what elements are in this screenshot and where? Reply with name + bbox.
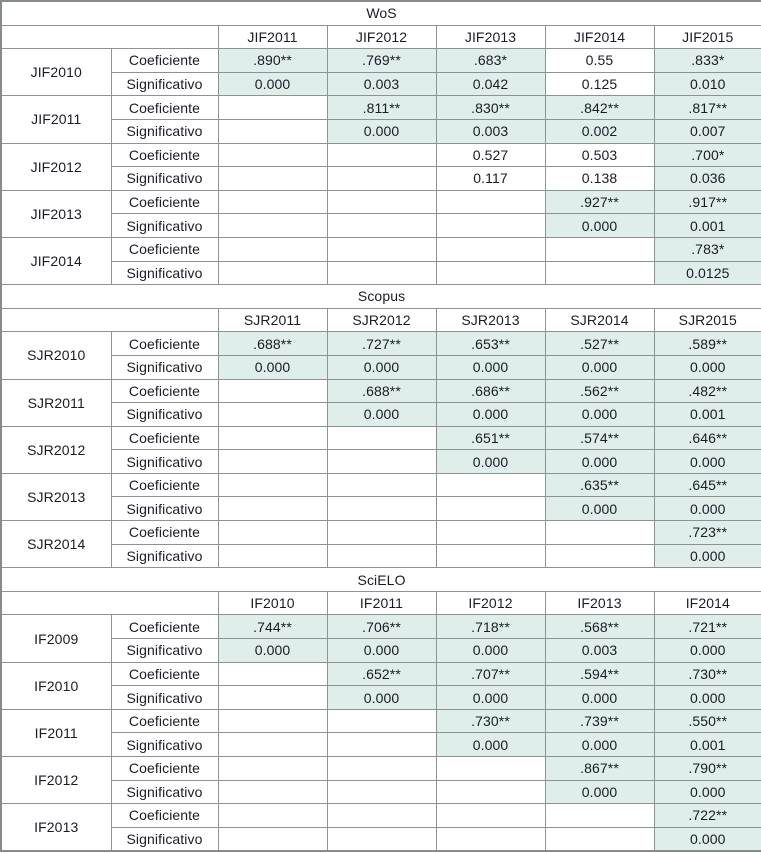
sig-cell: 0.000 [654,639,761,663]
significativo-label: Significativo [111,261,218,285]
coef-cell: .594** [545,662,654,686]
coef-cell [327,143,436,167]
sig-cell [545,544,654,568]
row-label: JIF2011 [1,96,111,143]
coef-cell [218,379,327,403]
section-title: WoS [1,1,761,25]
column-header: IF2010 [218,591,327,615]
coeficiente-label: Coeficiente [111,709,218,733]
column-header: JIF2014 [545,25,654,49]
coef-cell: .830** [436,96,545,120]
sig-cell: 0.000 [327,403,436,427]
coef-cell [218,757,327,781]
coef-cell: .917** [654,190,761,214]
sig-cell: 0.000 [654,450,761,474]
column-header-spacer [1,308,218,332]
coef-cell: .686** [436,379,545,403]
significativo-label: Significativo [111,355,218,379]
coef-cell [436,190,545,214]
sig-cell: 0.000 [218,355,327,379]
coef-cell [436,757,545,781]
sig-cell [218,119,327,143]
row-label: IF2010 [1,662,111,709]
sig-cell [218,214,327,238]
coef-cell [218,804,327,828]
coef-cell [436,804,545,828]
sig-cell [327,544,436,568]
sig-cell [436,827,545,851]
coef-cell: .811** [327,96,436,120]
coef-cell [327,757,436,781]
coeficiente-label: Coeficiente [111,143,218,167]
coeficiente-label: Coeficiente [111,757,218,781]
sig-cell: 0.003 [545,639,654,663]
significativo-label: Significativo [111,639,218,663]
sig-cell: 0.000 [436,686,545,710]
row-label: JIF2012 [1,143,111,190]
column-header: SJR2013 [436,308,545,332]
sig-cell [436,497,545,521]
significativo-label: Significativo [111,450,218,474]
coeficiente-label: Coeficiente [111,379,218,403]
sig-cell: 0.003 [436,119,545,143]
coef-cell: .646** [654,426,761,450]
sig-cell: 0.000 [545,780,654,804]
row-label: IF2013 [1,804,111,852]
sig-cell: 0.001 [654,214,761,238]
sig-cell: 0.125 [545,72,654,96]
coef-cell [545,237,654,261]
sig-cell: 0.000 [545,686,654,710]
coef-cell [218,662,327,686]
coef-cell [218,473,327,497]
sig-cell [218,497,327,521]
sig-cell [545,827,654,851]
column-header: IF2012 [436,591,545,615]
coef-cell: .817** [654,96,761,120]
sig-cell [218,450,327,474]
coeficiente-label: Coeficiente [111,96,218,120]
coef-cell: .635** [545,473,654,497]
sig-cell: 0.000 [218,639,327,663]
coef-cell: .562** [545,379,654,403]
column-header: IF2011 [327,591,436,615]
column-header: JIF2013 [436,25,545,49]
sig-cell [327,780,436,804]
coeficiente-label: Coeficiente [111,426,218,450]
significativo-label: Significativo [111,544,218,568]
row-label: SJR2010 [1,332,111,379]
coef-cell: .783* [654,237,761,261]
coeficiente-label: Coeficiente [111,521,218,545]
sig-cell [327,214,436,238]
coef-cell: .652** [327,662,436,686]
coef-cell: .645** [654,473,761,497]
coef-cell: .744** [218,615,327,639]
coef-cell: .574** [545,426,654,450]
coef-cell [327,190,436,214]
row-label: SJR2014 [1,521,111,568]
significativo-label: Significativo [111,119,218,143]
significativo-label: Significativo [111,497,218,521]
significativo-label: Significativo [111,214,218,238]
row-label: IF2011 [1,709,111,756]
sig-cell: 0.000 [327,639,436,663]
coef-cell: .482** [654,379,761,403]
coef-cell [218,426,327,450]
sig-cell [218,733,327,757]
sig-cell: 0.000 [545,355,654,379]
sig-cell: 0.000 [545,450,654,474]
coef-cell: .730** [654,662,761,686]
coef-cell: .722** [654,804,761,828]
coef-cell [327,804,436,828]
sig-cell: 0.007 [654,119,761,143]
coef-cell: .867** [545,757,654,781]
row-label: SJR2012 [1,426,111,473]
coef-cell [327,473,436,497]
coef-cell: .833* [654,49,761,73]
coef-cell [545,521,654,545]
coef-cell: .790** [654,757,761,781]
column-header: IF2014 [654,591,761,615]
sig-cell: 0.000 [654,827,761,851]
coef-cell: .727** [327,332,436,356]
coeficiente-label: Coeficiente [111,804,218,828]
significativo-label: Significativo [111,733,218,757]
coef-cell [327,709,436,733]
coeficiente-label: Coeficiente [111,473,218,497]
coeficiente-label: Coeficiente [111,49,218,73]
sig-cell: 0.000 [327,119,436,143]
significativo-label: Significativo [111,686,218,710]
section-title: Scopus [1,285,761,309]
coef-cell [218,521,327,545]
coef-cell: .718** [436,615,545,639]
sig-cell: 0.000 [436,450,545,474]
column-header: IF2013 [545,591,654,615]
column-header: SJR2011 [218,308,327,332]
column-header-spacer [1,25,218,49]
significativo-label: Significativo [111,403,218,427]
column-header: SJR2012 [327,308,436,332]
coeficiente-label: Coeficiente [111,332,218,356]
sig-cell: 0.000 [545,497,654,521]
sig-cell: 0.036 [654,167,761,191]
coef-cell: .890** [218,49,327,73]
sig-cell [436,780,545,804]
coef-cell [327,521,436,545]
coef-cell: .769** [327,49,436,73]
coef-cell [327,237,436,261]
sig-cell: 0.003 [327,72,436,96]
coef-cell [545,804,654,828]
column-header: JIF2011 [218,25,327,49]
row-label: IF2009 [1,615,111,662]
coeficiente-label: Coeficiente [111,662,218,686]
sig-cell: 0.000 [654,544,761,568]
sig-cell: 0.0125 [654,261,761,285]
sig-cell [218,780,327,804]
sig-cell: 0.000 [218,72,327,96]
sig-cell [218,827,327,851]
coef-cell [218,237,327,261]
sig-cell: 0.001 [654,403,761,427]
sig-cell [218,403,327,427]
sig-cell: 0.000 [436,355,545,379]
coeficiente-label: Coeficiente [111,237,218,261]
coef-cell: .688** [218,332,327,356]
coef-cell: .706** [327,615,436,639]
sig-cell [218,167,327,191]
significativo-label: Significativo [111,72,218,96]
sig-cell: 0.000 [436,403,545,427]
sig-cell [327,827,436,851]
sig-cell: 0.002 [545,119,654,143]
coef-cell: 0.55 [545,49,654,73]
sig-cell: 0.000 [545,214,654,238]
sig-cell [327,450,436,474]
column-header-spacer [1,591,218,615]
coef-cell: .721** [654,615,761,639]
sig-cell [327,733,436,757]
column-header: JIF2012 [327,25,436,49]
sig-cell: 0.000 [545,733,654,757]
coef-cell: .653** [436,332,545,356]
coeficiente-label: Coeficiente [111,615,218,639]
coef-cell [218,96,327,120]
sig-cell: 0.042 [436,72,545,96]
sig-cell [218,686,327,710]
sig-cell: 0.117 [436,167,545,191]
section-title: SciELO [1,568,761,592]
sig-cell [436,261,545,285]
coef-cell: .700* [654,143,761,167]
coef-cell: .527** [545,332,654,356]
coef-cell [436,237,545,261]
coef-cell: 0.527 [436,143,545,167]
coef-cell: .688** [327,379,436,403]
column-header: SJR2014 [545,308,654,332]
coef-cell: .842** [545,96,654,120]
sig-cell: 0.138 [545,167,654,191]
sig-cell [327,497,436,521]
row-label: JIF2014 [1,237,111,284]
significativo-label: Significativo [111,780,218,804]
coef-cell [436,473,545,497]
sig-cell [218,544,327,568]
row-label: IF2012 [1,757,111,804]
sig-cell: 0.000 [436,639,545,663]
row-label: JIF2010 [1,49,111,96]
sig-cell: 0.000 [327,686,436,710]
coef-cell: .723** [654,521,761,545]
coef-cell [218,190,327,214]
column-header: JIF2015 [654,25,761,49]
coef-cell: .589** [654,332,761,356]
sig-cell [436,214,545,238]
significativo-label: Significativo [111,827,218,851]
row-label: JIF2013 [1,190,111,237]
coef-cell [436,521,545,545]
coef-cell: .927** [545,190,654,214]
coef-cell [327,426,436,450]
coef-cell: .683* [436,49,545,73]
coef-cell: .707** [436,662,545,686]
sig-cell: 0.000 [545,403,654,427]
sig-cell: 0.000 [654,780,761,804]
coef-cell [218,143,327,167]
sig-cell: 0.000 [327,355,436,379]
coef-cell [218,709,327,733]
coef-cell: .568** [545,615,654,639]
sig-cell [436,544,545,568]
sig-cell [327,261,436,285]
coef-cell: .730** [436,709,545,733]
sig-cell [327,167,436,191]
coef-cell: .739** [545,709,654,733]
coef-cell: 0.503 [545,143,654,167]
row-label: SJR2013 [1,473,111,520]
sig-cell: 0.000 [654,497,761,521]
sig-cell: 0.000 [436,733,545,757]
sig-cell: 0.000 [654,355,761,379]
coeficiente-label: Coeficiente [111,190,218,214]
coef-cell: .651** [436,426,545,450]
sig-cell: 0.010 [654,72,761,96]
coef-cell: .550** [654,709,761,733]
row-label: SJR2011 [1,379,111,426]
sig-cell: 0.000 [654,686,761,710]
significativo-label: Significativo [111,167,218,191]
sig-cell: 0.001 [654,733,761,757]
sig-cell [218,261,327,285]
sig-cell [545,261,654,285]
column-header: SJR2015 [654,308,761,332]
